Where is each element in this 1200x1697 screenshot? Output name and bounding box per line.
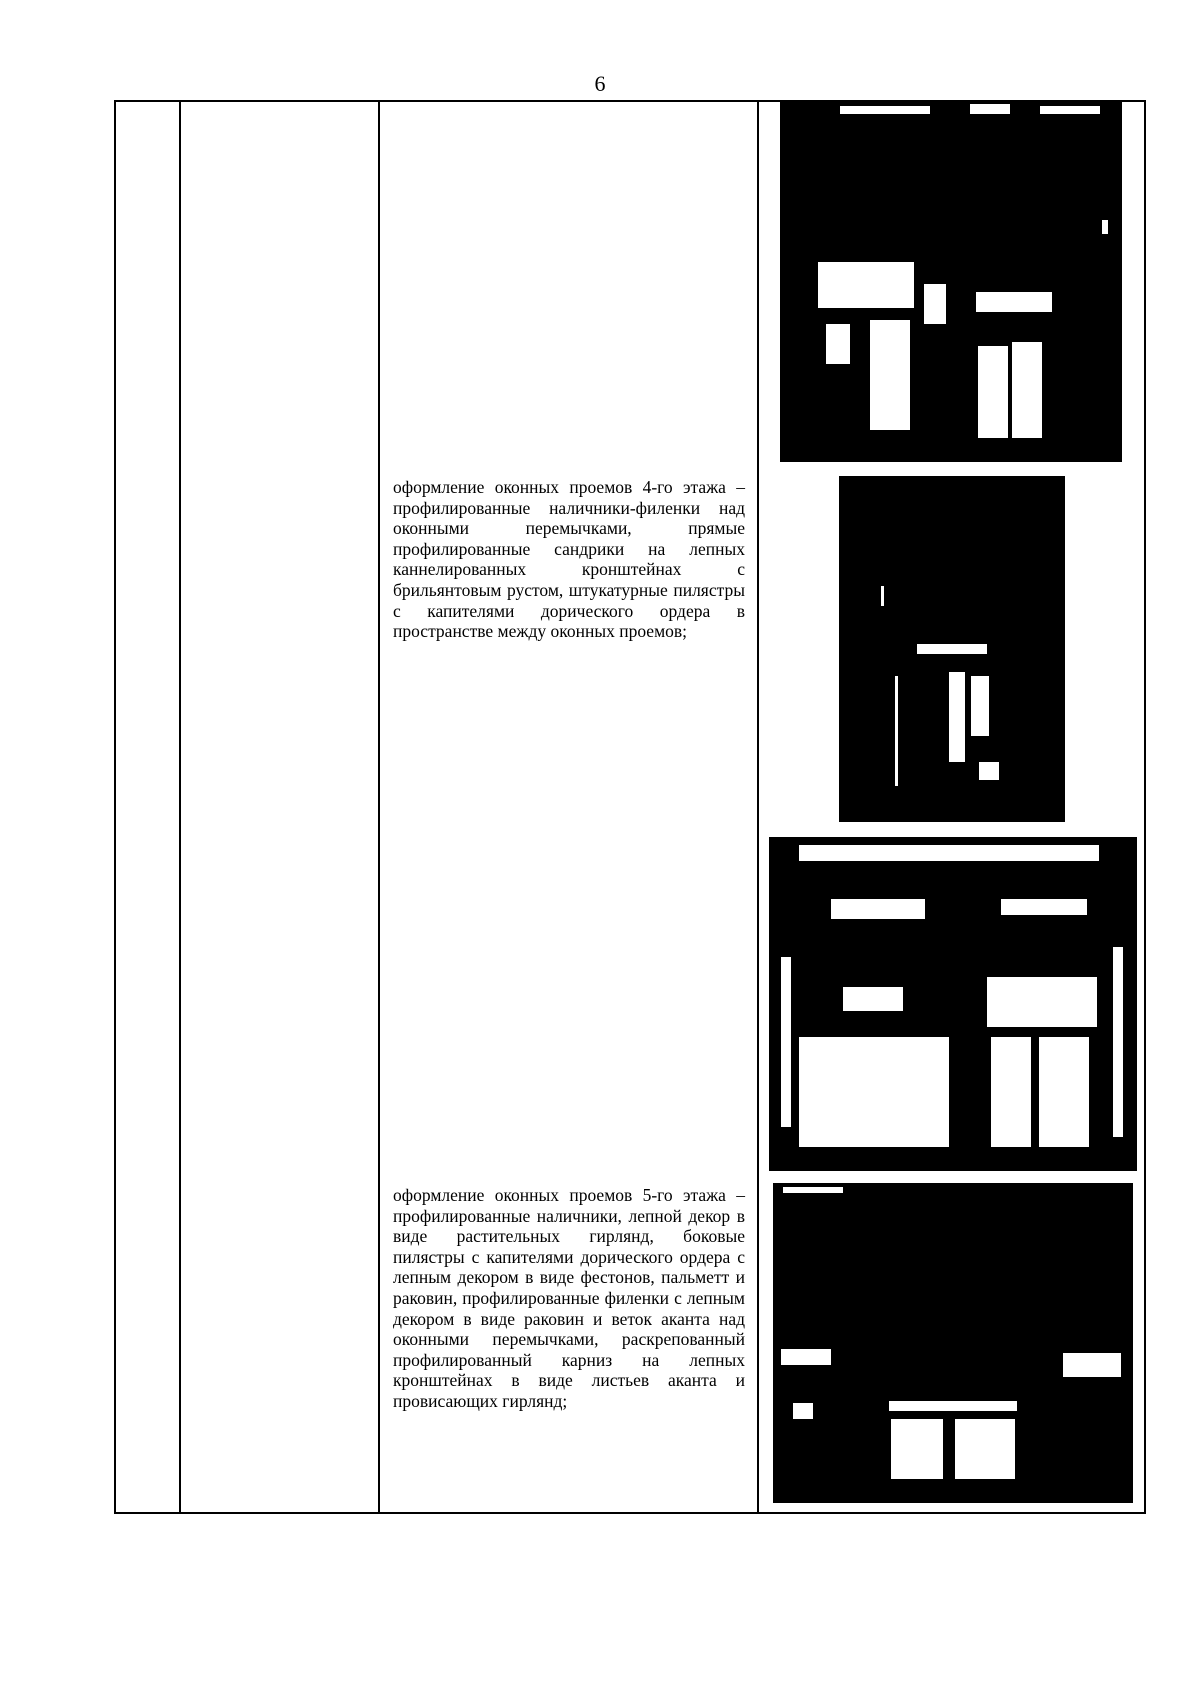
column-divider bbox=[757, 100, 759, 1514]
facade-photo-3 bbox=[769, 837, 1137, 1171]
page-number: 6 bbox=[594, 71, 606, 96]
column-divider bbox=[378, 100, 380, 1514]
column-divider bbox=[179, 100, 181, 1514]
row-4th-floor-description: оформление оконных проемов 4-го этажа – профилированные наличники-филенки над оконными перемычками, прямые профилированные сандрики на лепных каннелированных кронштейнах с брильянтовым рустом, штукатурные пилястры с капителями дорического ордера в пространстве между оконных проемов; bbox=[393, 477, 745, 642]
row-5th-floor-description: оформление оконных проемов 5-го этажа – профилированные наличники, лепной декор в виде растительных гирлянд, боковые пилястры с капителями дорического ордера с лепным декором в виде фестонов, пальметт и раковин, профилированные филенки с лепным декором в виде раковин и веток аканта над оконными перемычками, раскрепованный профилированный карниз на лепных кронштейнах в виде листьев аканта и провисающих гирлянд; bbox=[393, 1185, 745, 1411]
facade-photo-1 bbox=[780, 102, 1122, 462]
facade-photo-2 bbox=[839, 476, 1065, 822]
facade-photo-4 bbox=[773, 1183, 1133, 1503]
